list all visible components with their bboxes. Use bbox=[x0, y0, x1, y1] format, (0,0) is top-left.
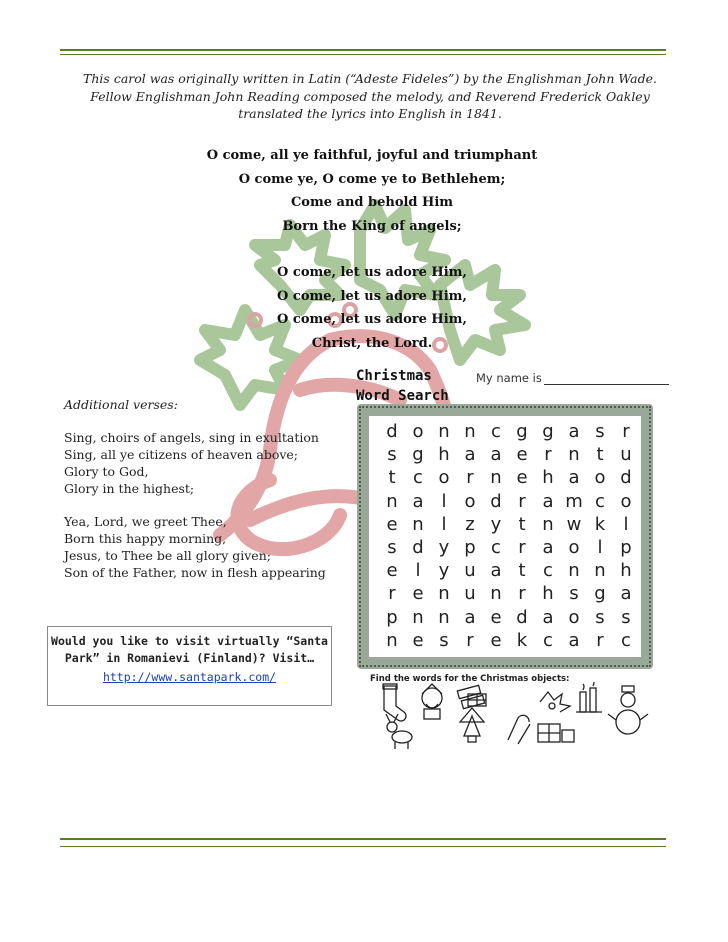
grid-letter[interactable]: a bbox=[490, 444, 502, 466]
grid-letter[interactable]: h bbox=[542, 467, 554, 489]
verse-block-1 bbox=[64, 429, 354, 497]
grid-letter[interactable]: h bbox=[438, 444, 450, 466]
grid-letter[interactable]: n bbox=[464, 421, 476, 442]
grid-letter[interactable]: n bbox=[438, 606, 450, 628]
top-rule bbox=[60, 49, 666, 51]
grid-letter[interactable]: n bbox=[490, 583, 502, 605]
grid-letter[interactable]: h bbox=[542, 583, 554, 605]
grid-row bbox=[379, 629, 639, 652]
grid-letter[interactable]: a bbox=[542, 606, 554, 628]
grid-letter[interactable]: a bbox=[542, 490, 554, 512]
grid-letter[interactable]: k bbox=[516, 629, 528, 651]
grid-letter[interactable]: t bbox=[518, 560, 526, 582]
verse-line: Born this happy morning, bbox=[64, 531, 227, 546]
grid-letter[interactable]: u bbox=[464, 560, 476, 582]
grid-letter[interactable]: r bbox=[466, 629, 474, 651]
grid-letter[interactable]: o bbox=[594, 467, 606, 489]
grid-letter[interactable]: y bbox=[438, 560, 450, 582]
grid-letter[interactable]: o bbox=[568, 536, 580, 558]
grid-letter[interactable]: r bbox=[388, 583, 396, 605]
word-search-puzzle bbox=[357, 404, 653, 669]
additional-verses bbox=[64, 396, 354, 597]
grid-letter[interactable]: e bbox=[412, 583, 424, 605]
reindeer-icon bbox=[386, 714, 412, 749]
grid-letter[interactable]: r bbox=[544, 444, 552, 466]
name-blank-line[interactable] bbox=[544, 373, 669, 385]
grid-letter[interactable]: s bbox=[595, 606, 605, 628]
grid-row bbox=[379, 466, 639, 489]
grid-letter[interactable]: p bbox=[464, 536, 476, 558]
grid-letter[interactable]: r bbox=[622, 421, 630, 442]
word-search-title-line-2: Word Search bbox=[356, 388, 449, 404]
verse-line: Glory to God, bbox=[64, 464, 149, 479]
grid-letter[interactable]: o bbox=[620, 490, 632, 512]
tree-icon bbox=[460, 708, 484, 742]
santa-box-line-2: Park” in Romanievi (Finland)? Visit… bbox=[64, 651, 315, 665]
grid-letter[interactable]: c bbox=[491, 536, 501, 558]
presents-icon bbox=[538, 724, 574, 742]
grid-letter[interactable]: t bbox=[388, 467, 396, 489]
grid-letter[interactable]: a bbox=[464, 606, 476, 628]
grid-letter[interactable]: m bbox=[565, 490, 583, 512]
grid-letter[interactable]: c bbox=[491, 421, 501, 442]
grid-letter[interactable]: n bbox=[386, 629, 398, 651]
intro-line-1: This carol was originally written in Latin (“Adeste Fideles”) by the Englishman John Wade. bbox=[83, 71, 657, 86]
grid-letter[interactable]: a bbox=[620, 583, 632, 605]
grid-letter[interactable]: l bbox=[441, 490, 447, 512]
grid-letter[interactable]: n bbox=[438, 421, 450, 442]
grid-letter[interactable]: t bbox=[518, 513, 526, 535]
grid-letter[interactable]: a bbox=[568, 467, 580, 489]
grid-letter[interactable]: d bbox=[516, 606, 528, 628]
lyric-line: O come ye, O come ye to Bethlehem; bbox=[238, 171, 506, 187]
santa-box-line-1: Would you like to visit virtually “Santa bbox=[51, 634, 328, 648]
grid-letter[interactable]: r bbox=[518, 583, 526, 605]
chorus-line: O come, let us adore Him, bbox=[277, 312, 467, 327]
grid-letter[interactable]: n bbox=[412, 513, 424, 535]
bottom-rule bbox=[60, 838, 666, 840]
grid-row bbox=[379, 559, 639, 582]
bottom-rule-thin bbox=[60, 846, 666, 847]
grid-letter[interactable]: r bbox=[518, 490, 526, 512]
grid-letter[interactable]: a bbox=[542, 536, 554, 558]
holly-icon bbox=[540, 692, 570, 712]
grid-letter[interactable]: o bbox=[464, 490, 476, 512]
grid-letter[interactable]: l bbox=[623, 513, 629, 535]
grid-letter[interactable]: h bbox=[620, 560, 632, 582]
grid-letter[interactable]: g bbox=[516, 421, 528, 442]
grid-letter[interactable]: l bbox=[415, 560, 421, 582]
grid-letter[interactable]: g bbox=[594, 583, 606, 605]
grid-letter[interactable]: s bbox=[387, 536, 397, 558]
grid-letter[interactable]: e bbox=[490, 629, 502, 651]
word-search-title bbox=[356, 366, 449, 406]
grid-letter[interactable]: s bbox=[569, 583, 579, 605]
grid-letter[interactable]: a bbox=[412, 490, 424, 512]
grid-letter[interactable]: d bbox=[490, 490, 502, 512]
find-words-instruction: Find the words for the Christmas objects: bbox=[370, 674, 570, 684]
name-field[interactable] bbox=[476, 371, 669, 385]
nutcracker-icon bbox=[457, 685, 484, 708]
grid-letter[interactable]: e bbox=[386, 560, 398, 582]
lyric-line: O come, all ye faithful, joyful and triumphant bbox=[206, 148, 538, 163]
grid-letter[interactable]: r bbox=[466, 467, 474, 489]
grid-letter[interactable]: w bbox=[566, 513, 582, 535]
grid-letter[interactable]: a bbox=[464, 444, 476, 466]
grid-letter[interactable]: p bbox=[620, 536, 632, 558]
snowman-icon bbox=[608, 686, 648, 734]
grid-letter[interactable]: e bbox=[412, 629, 424, 651]
christmas-objects-row bbox=[380, 682, 662, 750]
grid-letter[interactable]: n bbox=[490, 467, 502, 489]
grid-letter[interactable]: r bbox=[596, 629, 604, 651]
grid-letter[interactable]: e bbox=[516, 467, 528, 489]
grid-letter[interactable]: d bbox=[620, 467, 632, 489]
grid-letter[interactable]: e bbox=[490, 606, 502, 628]
grid-letter[interactable]: l bbox=[597, 536, 603, 558]
grid-letter[interactable]: g bbox=[542, 421, 554, 442]
verse-line: Yea, Lord, we greet Thee, bbox=[64, 514, 227, 529]
grid-letter[interactable]: p bbox=[386, 606, 398, 628]
santa-park-link[interactable]: http://www.santapark.com/ bbox=[102, 670, 277, 684]
stanza-gap bbox=[150, 238, 594, 261]
intro-line-3: translated the lyrics into English in 1841. bbox=[238, 106, 502, 121]
grid-letter[interactable]: d bbox=[412, 536, 424, 558]
grid-letter[interactable]: s bbox=[387, 444, 397, 466]
grid-letter[interactable]: a bbox=[568, 421, 580, 442]
grid-letter[interactable]: s bbox=[621, 606, 631, 628]
grid-row bbox=[379, 443, 639, 466]
lyric-line: Come and behold Him bbox=[290, 195, 454, 210]
grid-letter[interactable]: c bbox=[543, 560, 553, 582]
intro-line-2: Fellow Englishman John Reading composed the melody, and Reverend Frederick Oakley bbox=[90, 88, 650, 104]
grid-row bbox=[379, 513, 639, 536]
grid-letter[interactable]: o bbox=[438, 467, 450, 489]
grid-letter[interactable]: n bbox=[438, 583, 450, 605]
grid-letter[interactable]: e bbox=[516, 444, 528, 466]
carol-introduction bbox=[70, 70, 670, 123]
grid-letter[interactable]: n bbox=[568, 560, 580, 582]
verse-line: Sing, all ye citizens of heaven above; bbox=[64, 447, 299, 462]
grid-letter[interactable]: d bbox=[386, 421, 398, 442]
verse-block-2 bbox=[64, 513, 354, 581]
grid-row bbox=[379, 606, 639, 629]
chorus-line: Christ, the Lord. bbox=[311, 335, 433, 351]
candles-icon bbox=[576, 682, 602, 712]
grid-letter[interactable]: y bbox=[490, 513, 502, 535]
santa-icon bbox=[422, 684, 442, 719]
top-rule-thin bbox=[60, 54, 666, 55]
grid-letter[interactable]: g bbox=[412, 444, 424, 466]
verse-line: Sing, choirs of angels, sing in exultation bbox=[64, 430, 319, 445]
grid-letter[interactable]: e bbox=[386, 513, 398, 535]
grid-letter[interactable]: z bbox=[465, 513, 475, 535]
grid-letter[interactable]: c bbox=[543, 629, 553, 651]
grid-letter[interactable]: a bbox=[490, 560, 502, 582]
santa-park-box bbox=[47, 626, 332, 706]
candy-cane-icon bbox=[508, 715, 530, 744]
letter-grid bbox=[379, 420, 639, 652]
grid-letter[interactable]: t bbox=[596, 444, 604, 466]
grid-letter[interactable]: s bbox=[595, 421, 605, 442]
grid-letter[interactable]: n bbox=[542, 513, 554, 535]
grid-row bbox=[379, 420, 639, 443]
grid-letter[interactable]: s bbox=[439, 629, 449, 651]
additional-verses-heading: Additional verses: bbox=[64, 397, 178, 412]
grid-letter[interactable]: n bbox=[386, 490, 398, 512]
grid-letter[interactable]: o bbox=[412, 421, 424, 442]
grid-letter[interactable]: u bbox=[464, 583, 476, 605]
grid-row bbox=[379, 582, 639, 605]
grid-letter[interactable]: n bbox=[594, 560, 606, 582]
grid-letter[interactable]: n bbox=[568, 444, 580, 466]
grid-letter[interactable]: c bbox=[595, 490, 605, 512]
grid-letter[interactable]: o bbox=[568, 606, 580, 628]
verse-line: Son of the Father, now in flesh appearing bbox=[64, 565, 326, 580]
grid-letter[interactable]: r bbox=[518, 536, 526, 558]
verse-line: Jesus, to Thee be all glory given; bbox=[64, 548, 271, 563]
grid-letter[interactable]: c bbox=[413, 467, 423, 489]
grid-row bbox=[379, 490, 639, 513]
grid-row bbox=[379, 536, 639, 559]
chorus-line: O come, let us adore Him, bbox=[277, 265, 467, 280]
grid-letter[interactable]: a bbox=[568, 629, 580, 651]
grid-letter[interactable]: n bbox=[412, 606, 424, 628]
chorus-line: O come, let us adore Him, bbox=[277, 288, 467, 304]
grid-letter[interactable]: y bbox=[438, 536, 450, 558]
name-label: My name is bbox=[476, 371, 542, 385]
grid-letter[interactable]: k bbox=[594, 513, 606, 535]
lyric-line: Born the King of angels; bbox=[282, 218, 462, 234]
grid-letter[interactable]: c bbox=[621, 629, 631, 651]
carol-lyrics bbox=[150, 144, 594, 355]
verse-line: Glory in the highest; bbox=[64, 481, 195, 496]
grid-letter[interactable]: l bbox=[441, 513, 447, 535]
grid-letter[interactable]: u bbox=[620, 444, 632, 466]
word-search-title-line-1: Christmas bbox=[356, 368, 432, 384]
